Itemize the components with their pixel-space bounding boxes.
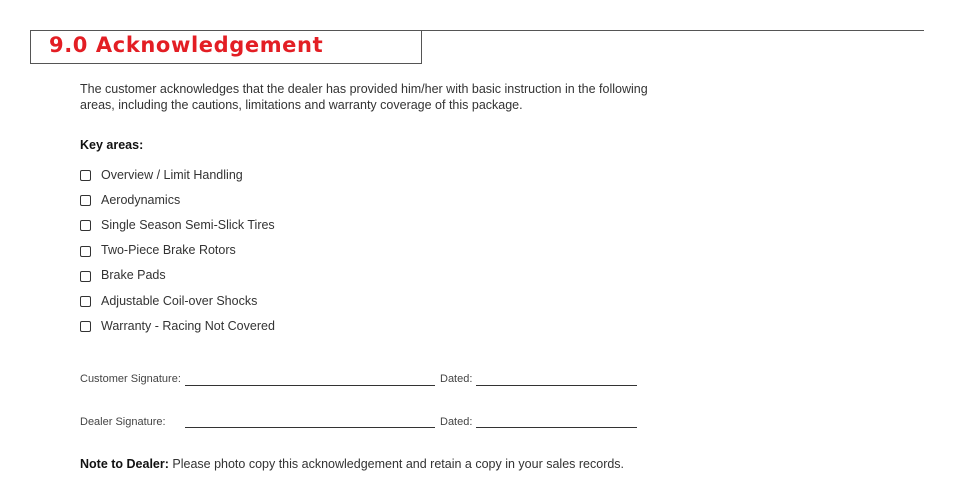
checkbox[interactable]: [80, 321, 91, 332]
key-areas-heading: Key areas:: [80, 138, 144, 152]
section-header: [30, 30, 422, 64]
checkbox[interactable]: [80, 220, 91, 231]
checklist-item-label: Adjustable Coil-over Shocks: [101, 293, 258, 308]
header-rule: [422, 30, 924, 31]
checklist-item-label: Single Season Semi-Slick Tires: [101, 217, 275, 232]
customer-dated-line[interactable]: [476, 385, 637, 386]
checklist-item-label: Overview / Limit Handling: [101, 167, 243, 182]
dealer-dated-label: Dated:: [440, 416, 473, 428]
checklist-item[interactable]: [80, 288, 275, 313]
checklist-item[interactable]: [80, 162, 275, 187]
checkbox[interactable]: [80, 170, 91, 181]
customer-signature-line[interactable]: [185, 385, 435, 386]
checklist-item-label: Brake Pads: [101, 268, 166, 283]
key-areas-list: [80, 162, 275, 338]
customer-dated-label: Dated:: [440, 373, 473, 385]
checklist-item[interactable]: [80, 238, 275, 263]
dealer-signature-label: Dealer Signature:: [80, 416, 166, 428]
checklist-item[interactable]: [80, 313, 275, 338]
checkbox[interactable]: [80, 296, 91, 307]
checklist-item[interactable]: [80, 212, 275, 237]
dealer-signature-line[interactable]: [185, 427, 435, 428]
checklist-item-label: Aerodynamics: [101, 192, 181, 207]
dealer-note-lead: Note to Dealer:: [80, 457, 169, 471]
intro-paragraph: The customer acknowledges that the dealer has provided him/her with basic instruction in the following areas, including the cautions, limitations and warranty coverage of this package.: [80, 82, 648, 112]
checkbox[interactable]: [80, 195, 91, 206]
checkbox[interactable]: [80, 246, 91, 257]
dealer-note: [80, 457, 624, 471]
section-title: 9.0 Acknowledgement: [49, 33, 324, 57]
checklist-item[interactable]: [80, 263, 275, 288]
checklist-item-label: Two-Piece Brake Rotors: [101, 243, 236, 258]
checklist-item-label: Warranty - Racing Not Covered: [101, 318, 275, 333]
dealer-dated-line[interactable]: [476, 427, 637, 428]
customer-signature-label: Customer Signature:: [80, 373, 181, 385]
dealer-note-text: Please photo copy this acknowledgement and retain a copy in your sales records.: [168, 457, 625, 471]
checklist-item[interactable]: [80, 187, 275, 212]
checkbox[interactable]: [80, 271, 91, 282]
